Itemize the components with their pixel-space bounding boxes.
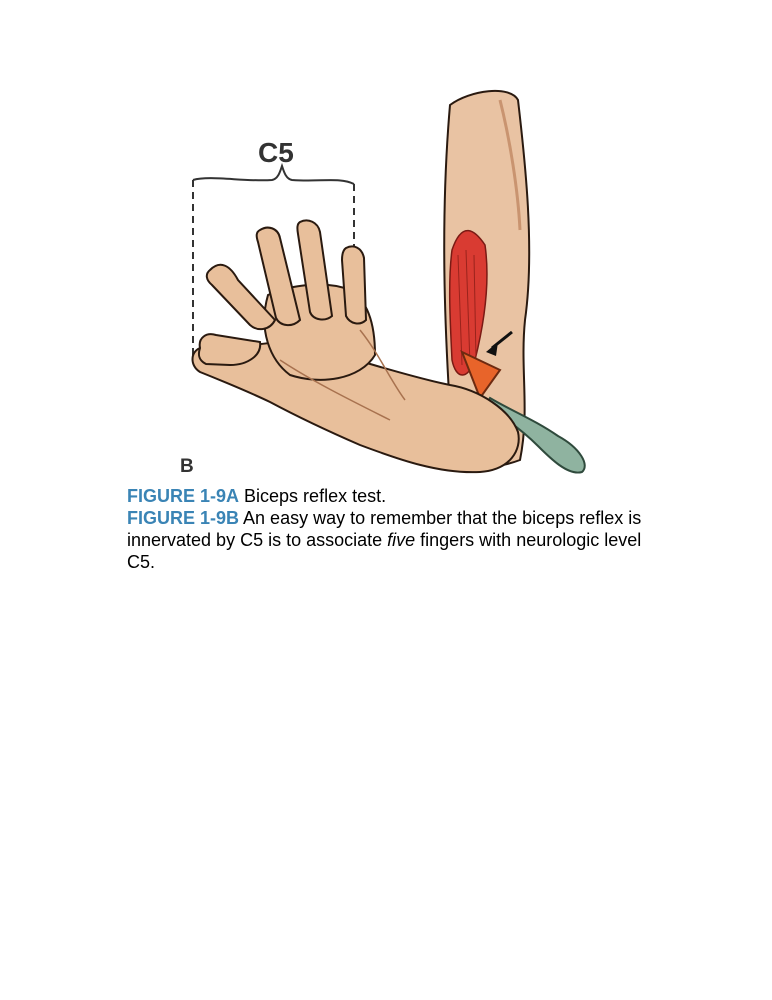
figure-1-9a-text: Biceps reflex test. — [239, 486, 387, 506]
figure-1-9a-caption — [127, 485, 647, 507]
figure-1-9b-text-part2: fingers with neurologic level C5. — [127, 530, 642, 572]
figure-1-9a-label: FIGURE 1-9A — [127, 486, 240, 506]
figure-1-9b-caption — [127, 507, 647, 573]
figure-1-9b-label: FIGURE 1-9B — [127, 508, 240, 528]
hand-arm-illustration — [150, 80, 610, 480]
c5-dermatome-label: C5 — [258, 137, 294, 168]
figure-1-9b-emphasis: five — [387, 530, 416, 550]
panel-letter-b: B — [180, 456, 194, 477]
figure-1-9b-text-part1: An easy way to remember that the biceps reflex is innervated by C5 is to associate — [127, 508, 642, 550]
